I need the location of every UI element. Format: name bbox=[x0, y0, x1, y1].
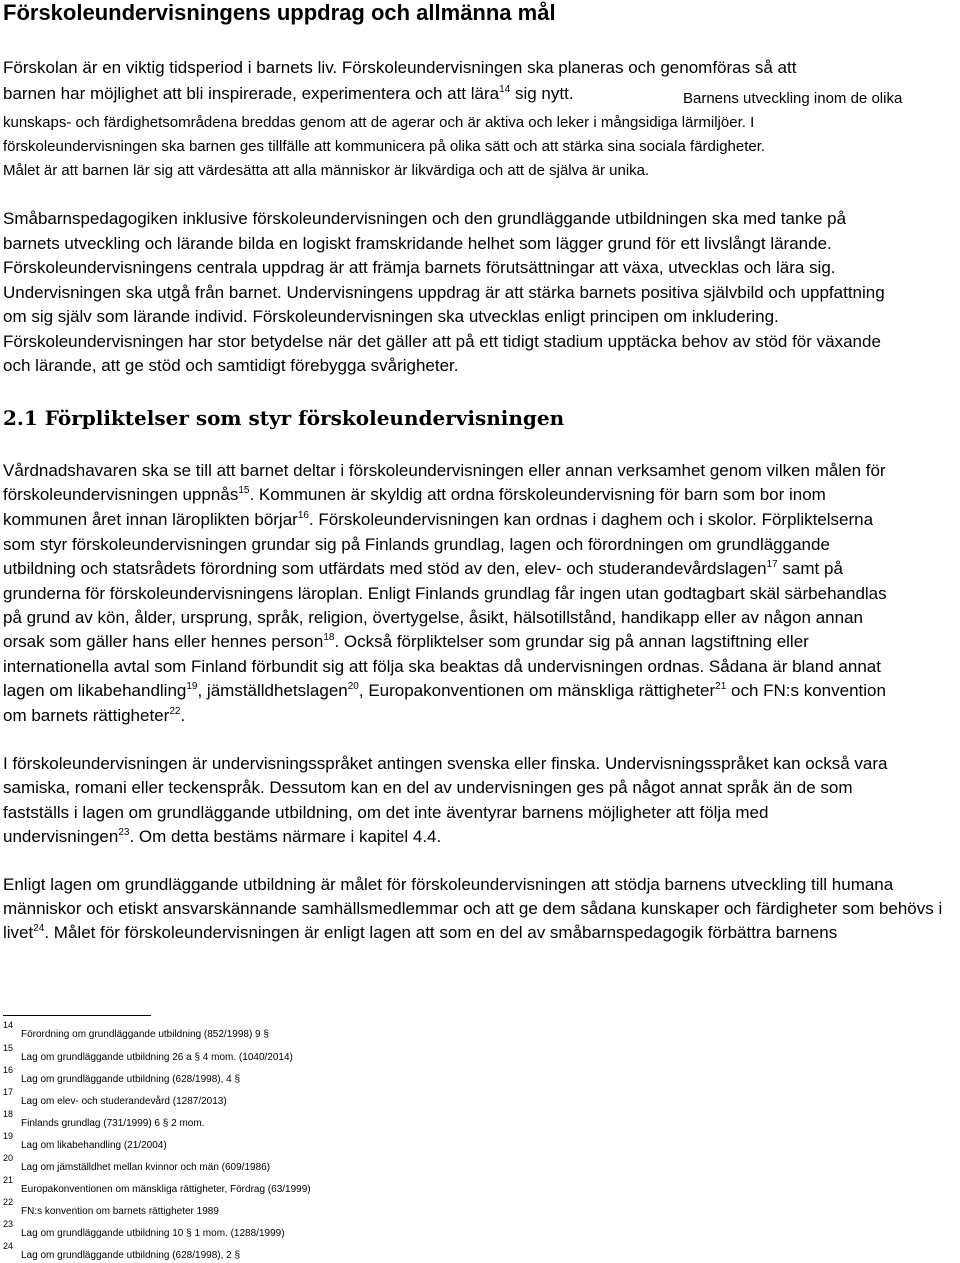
text: som styr förskoleundervisningen grundar sig på Finlands grundlag, lagen och förordningen om grundläggande bbox=[3, 535, 830, 554]
paragraph-line: förskoleundervisningen ska barnen ges tillfälle att kommunicera på olika sätt och att stärka sina sociala färdigheter. bbox=[3, 138, 766, 155]
text: förskoleundervisningen uppnås bbox=[3, 485, 239, 504]
text: människor och etiskt ansvarskännande samhällsmedlemmar och att ge dem sådana kunskaper och färdigheter som behövs i bbox=[3, 899, 943, 918]
text: I förskoleundervisningen är undervisningsspråket antingen svenska eller finska. Undervisningsspråket kan också vara bbox=[3, 754, 888, 773]
footnote-number: 23 bbox=[3, 1219, 14, 1229]
paragraph-line bbox=[3, 899, 942, 919]
paragraph-line bbox=[3, 706, 185, 726]
footnote-text: Lag om grundläggande utbildning (628/1998), 2 § bbox=[21, 1250, 241, 1261]
paragraph-line bbox=[3, 923, 837, 943]
paragraph-line bbox=[3, 778, 853, 798]
text: samt på bbox=[777, 559, 843, 578]
footnote-number: 22 bbox=[3, 1197, 14, 1207]
footnote-text: Lag om grundläggande utbildning (628/1998), 4 § bbox=[21, 1074, 241, 1085]
paragraph-line bbox=[3, 754, 887, 774]
text: . Också förpliktelser som grundar sig på annan lagstiftning eller bbox=[334, 632, 809, 651]
paragraph-line bbox=[3, 58, 796, 78]
text: . Målet för förskoleundervisningen är enligt lagen att som en del av småbarnspedagogik förbättra barnens bbox=[44, 923, 838, 942]
footnote-ref: 20 bbox=[347, 681, 359, 692]
footnote-number: 24 bbox=[3, 1241, 14, 1251]
footnote-number: 16 bbox=[3, 1065, 14, 1075]
footnote-ref: 18 bbox=[323, 632, 335, 643]
paragraph-line: kunskaps- och färdighetsområdena breddas genom att de agerar och är aktiva och leker i mångsidiga lärmiljöer. I bbox=[3, 114, 755, 131]
footnote-number: 18 bbox=[3, 1109, 14, 1119]
text: grunderna för förskoleundervisningens läroplan. Enligt Finlands grundlag får ingen utan godtagbart skäl särbehandlas bbox=[3, 584, 887, 603]
footnote-ref: 24 bbox=[33, 923, 45, 934]
paragraph-line: om sig själv som lärande individ. Förskoleundervisningen ska utvecklas enligt principen om inkludering. bbox=[3, 307, 779, 326]
footnote-text: Lag om grundläggande utbildning 26 a § 4 mom. (1040/2014) bbox=[21, 1052, 293, 1063]
text: kommunen året innan läroplikten börjar bbox=[3, 510, 298, 529]
text: Förskolan är en viktig tidsperiod i barnets liv. Förskoleundervisningen ska planeras och genomföras så att bbox=[3, 58, 797, 77]
footnote-number: 14 bbox=[3, 1020, 14, 1030]
footnote bbox=[3, 1197, 503, 1219]
footnote-number: 20 bbox=[3, 1153, 14, 1163]
text: Enligt lagen om grundläggande utbildning är målet för förskoleundervisningen att stödja barnens utveckling till humana bbox=[3, 875, 894, 894]
text: lagen om likabehandling bbox=[3, 681, 187, 700]
footnote-text: Lag om grundläggande utbildning 10 § 1 mom. (1288/1999) bbox=[21, 1228, 285, 1239]
text: undervisningen bbox=[3, 827, 119, 846]
paragraph-line bbox=[3, 657, 881, 677]
paragraph-line bbox=[3, 584, 887, 604]
text: sig nytt. bbox=[510, 84, 574, 103]
paragraph-line: Förskoleundervisningen har stor betydelse när det gäller att på ett tidigt stadium upptäcka behov av stöd för växande bbox=[3, 332, 881, 351]
text: . Kommunen är skyldig att ordna förskoleundervisning för barn som bor inom bbox=[249, 485, 826, 504]
paragraph-line: Undervisningen ska utgå från barnet. Undervisningens uppdrag är att stärka barnets positiva självbild och uppfattning bbox=[3, 283, 885, 302]
text: livet bbox=[3, 923, 34, 942]
text: internationella avtal som Finland förbundit sig att följa ska beaktas då undervisningen ordnas. Sådana är bland annat bbox=[3, 657, 881, 676]
paragraph-line bbox=[3, 510, 873, 530]
footnote bbox=[3, 1043, 503, 1065]
footnote-ref: 22 bbox=[169, 706, 181, 717]
footnote-ref: 21 bbox=[715, 681, 727, 692]
paragraph-line bbox=[3, 535, 830, 555]
text: . bbox=[180, 706, 186, 725]
paragraph-line: Förskoleundervisningens centrala uppdrag är att främja barnets förutsättningar att växa, utvecklas och lära sig. bbox=[3, 258, 836, 277]
text: orsak som gäller hans eller hennes person bbox=[3, 632, 324, 651]
text: . Förskoleundervisningen kan ordnas i daghem och i skolor. Förpliktelserna bbox=[308, 510, 874, 529]
page-title: Förskoleundervisningens uppdrag och allmänna mål bbox=[3, 0, 556, 25]
paragraph-line: Målet är att barnen lär sig att värdesätta att alla människor är likvärdiga och att de själva är unika. bbox=[3, 162, 650, 179]
footnote-ref: 16 bbox=[297, 510, 309, 521]
footnote-ref: 14 bbox=[499, 84, 511, 95]
footnote-text: Lag om jämställdhet mellan kvinnor och män (609/1986) bbox=[21, 1162, 271, 1173]
footnote-number: 19 bbox=[3, 1131, 14, 1141]
footnote-ref: 19 bbox=[186, 681, 198, 692]
paragraph-line bbox=[3, 608, 863, 628]
footnote-text: Lag om elev- och studerandevård (1287/2013) bbox=[21, 1096, 227, 1107]
footnote-text: Finlands grundlag (731/1999) 6 § 2 mom. bbox=[21, 1118, 205, 1129]
paragraph-line bbox=[3, 803, 768, 823]
paragraph-line bbox=[3, 84, 574, 104]
paragraph-line bbox=[3, 485, 826, 505]
footnote bbox=[3, 1241, 503, 1263]
footnote bbox=[3, 1153, 503, 1175]
footnote-ref: 23 bbox=[118, 827, 130, 838]
text: och FN:s konvention bbox=[726, 681, 886, 700]
paragraph-line bbox=[3, 559, 843, 579]
text: samiska, romani eller teckenspråk. Dessutom kan en del av undervisningen ges på något annat språk än de som bbox=[3, 778, 853, 797]
text: om barnets rättigheter bbox=[3, 706, 170, 725]
footnote-text: FN:s konvention om barnets rättigheter 1989 bbox=[21, 1206, 219, 1217]
paragraph-line bbox=[3, 875, 893, 895]
footnote-text: Europakonventionen om mänskliga rättigheter, Fördrag (63/1999) bbox=[21, 1184, 311, 1195]
text: Barnens utveckling inom de olika bbox=[683, 90, 903, 107]
footnote bbox=[3, 1020, 503, 1042]
paragraph-line bbox=[3, 632, 809, 652]
footnote-number: 21 bbox=[3, 1175, 14, 1185]
footnote bbox=[3, 1131, 503, 1153]
footnote-ref: 17 bbox=[766, 559, 778, 570]
text: , jämställdhetslagen bbox=[197, 681, 348, 700]
footnote-text: Förordning om grundläggande utbildning (852/1998) 9 § bbox=[21, 1029, 269, 1040]
paragraph-line bbox=[683, 90, 902, 108]
footnote bbox=[3, 1087, 503, 1109]
footnote bbox=[3, 1065, 503, 1087]
footnote-ref: 15 bbox=[238, 485, 250, 496]
text: . Om detta bestäms närmare i kapitel 4.4. bbox=[129, 827, 442, 846]
paragraph-line bbox=[3, 461, 886, 481]
paragraph-line: barnets utveckling och lärande bilda en logiskt framskridande helhet som lägger grund för ett livslångt lärande. bbox=[3, 234, 832, 253]
footnote-text: Lag om likabehandling (21/2004) bbox=[21, 1140, 167, 1151]
footnote bbox=[3, 1219, 503, 1241]
footnote-number: 17 bbox=[3, 1087, 14, 1097]
paragraph-line bbox=[3, 681, 886, 701]
paragraph-line: Småbarnspedagogiken inklusive förskoleundervisningen och den grundläggande utbildningen ska med tanke på bbox=[3, 209, 847, 228]
text: utbildning och statsrådets förordning som utfärdats med stöd av den, elev- och studerandevårdslagen bbox=[3, 559, 767, 578]
paragraph-line: och lärande, att ge stöd och samtidigt förebygga svårigheter. bbox=[3, 356, 459, 375]
footnote-separator bbox=[3, 1015, 151, 1016]
footnote bbox=[3, 1109, 503, 1131]
text: barnen har möjlighet att bli inspirerade, experimentera och att lära bbox=[3, 84, 500, 103]
text: , Europakonventionen om mänskliga rättigheter bbox=[358, 681, 716, 700]
text: Vårdnadshavaren ska se till att barnet deltar i förskoleundervisningen eller annan verksamhet genom vilken målen för bbox=[3, 461, 886, 480]
text: fastställs i lagen om grundläggande utbildning, om det inte äventyrar barnens möjligheter att följa med bbox=[3, 803, 769, 822]
paragraph-line bbox=[3, 827, 441, 847]
footnote-number: 15 bbox=[3, 1043, 14, 1053]
text: på grund av kön, ålder, ursprung, språk, religion, övertygelse, åsikt, hälsotillstånd, handikapp eller av någon annan bbox=[3, 608, 863, 627]
footnote bbox=[3, 1175, 503, 1197]
section-heading: 2.1 Förpliktelser som styr förskoleundervisningen bbox=[3, 406, 565, 430]
